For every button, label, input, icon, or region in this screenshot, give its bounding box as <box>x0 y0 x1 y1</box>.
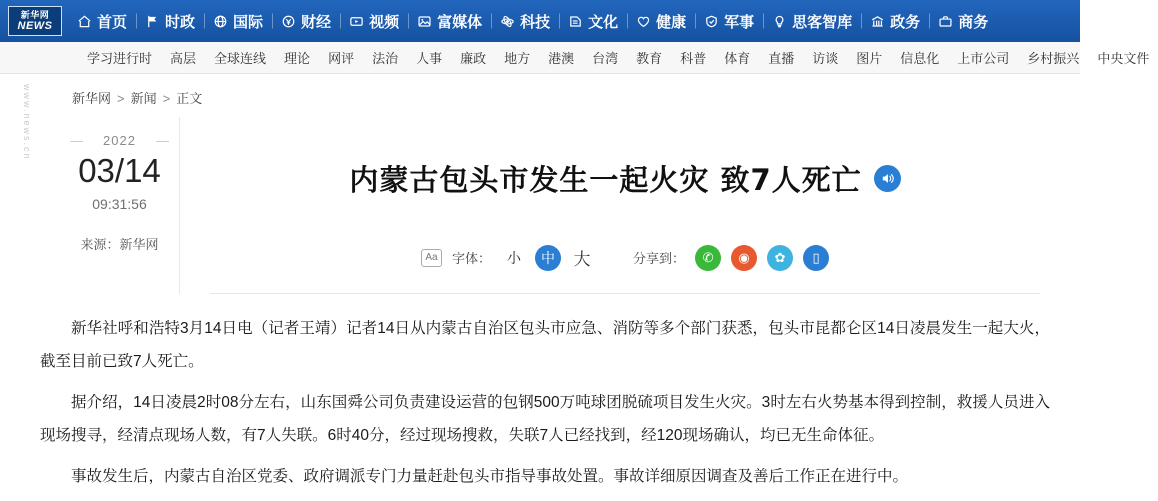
subnav-item-11[interactable]: 台湾 <box>592 51 619 66</box>
subnav-item-19[interactable]: 上市公司 <box>957 51 1010 66</box>
subnav-item-13[interactable]: 科普 <box>680 51 707 66</box>
subnav-item-4[interactable]: 理论 <box>284 51 311 66</box>
nav-item-label: 视频 <box>369 13 400 31</box>
nav-item-label: 思客智库 <box>792 13 853 31</box>
share-label: 分享到： <box>633 251 686 267</box>
font-size-option-3[interactable]: 大 <box>573 250 591 270</box>
nav-item-13[interactable] <box>929 0 997 42</box>
subnav-item-6[interactable]: 法治 <box>372 51 399 66</box>
font-size-option-2[interactable]: 中 <box>535 245 561 271</box>
font-size-label: 字体： <box>451 251 491 267</box>
article-meta-column <box>60 117 180 294</box>
breadcrumb-separator: > <box>117 91 125 106</box>
nav-item-4[interactable] <box>272 0 340 42</box>
flag-icon <box>145 14 160 29</box>
nav-item-7[interactable] <box>491 0 559 42</box>
breadcrumb-separator: > <box>162 91 171 106</box>
font-size-icon: Aa <box>421 249 442 267</box>
subnav-item-5[interactable]: 网评 <box>328 51 355 66</box>
mobile-icon[interactable]: ▯ <box>803 245 829 271</box>
nav-item-11[interactable] <box>763 0 861 42</box>
video-icon <box>349 14 364 29</box>
nav-item-1[interactable] <box>68 0 136 42</box>
article-toolbar <box>210 245 1040 271</box>
article-paragraph-2: 据介绍，14日凌晨2时08分左右，山东国舜公司负责建设运营的包钢500万吨球团脱硫项目发生火灾。3时左右火势基本得到控制，救援人员进入现场搜寻，经清点现场人数，有7人失联。6时40分，经过现场搜救，失联7人已经找到，经120现场确认，均已无生命体征。 <box>40 393 1050 444</box>
breadcrumb-item-1[interactable]: 新华网 <box>72 91 112 106</box>
sina-weibo-icon[interactable]: ◉ <box>731 245 757 271</box>
article-body <box>0 294 1080 493</box>
publish-date: 03/14 <box>78 152 161 189</box>
culture-icon <box>568 14 583 29</box>
subnav-item-8[interactable]: 廉政 <box>460 51 487 66</box>
speaker-icon[interactable] <box>874 165 901 192</box>
nav-item-label: 时政 <box>165 13 196 31</box>
subnav-item-12[interactable]: 教育 <box>636 51 663 66</box>
subnav-item-2[interactable]: 高层 <box>170 51 197 66</box>
military-icon <box>704 14 719 29</box>
nav-item-label: 商务 <box>958 13 989 31</box>
logo-cn-text: 新华网 <box>20 10 50 20</box>
xinhuanet-logo[interactable] <box>8 6 62 36</box>
nav-item-label: 富媒体 <box>437 13 483 31</box>
media-icon <box>417 14 432 29</box>
subnav-item-7[interactable]: 人事 <box>416 51 443 66</box>
top-nav-items <box>68 0 1080 42</box>
article-main <box>180 117 1040 294</box>
article-paragraph-3: 事故发生后，内蒙古自治区党委、政府调派专门力量赶赴包头市指导事故处置。事故详细原因调查及善后工作正在进行中。 <box>71 467 909 485</box>
subnav-item-17[interactable]: 图片 <box>856 51 883 66</box>
nav-item-label: 军事 <box>724 13 755 31</box>
headline-row <box>210 139 1040 219</box>
nav-item-label: 财经 <box>301 13 332 31</box>
subnav-item-9[interactable]: 地方 <box>504 51 531 66</box>
nav-item-label: 科技 <box>520 13 551 31</box>
subnav-item-1[interactable]: 学习进行时 <box>87 51 153 66</box>
nav-item-label: 国际 <box>233 13 264 31</box>
business-icon <box>938 14 953 29</box>
font-size-option-1[interactable]: 小 <box>507 249 521 266</box>
article-paragraph-1: 新华社呼和浩特3月14日电（记者王靖）记者14日从内蒙古自治区包头市应急、消防等多个部门获悉，包头市昆都仑区14日凌晨发生一起大火，截至目前已致7人死亡。 <box>40 319 1050 370</box>
article-source: 来源：新华网 <box>80 237 159 252</box>
article-container <box>0 107 1080 294</box>
subnav-item-16[interactable]: 访谈 <box>812 51 839 66</box>
health-icon <box>636 14 651 29</box>
share-icon-list <box>695 245 829 271</box>
globe-icon <box>213 14 228 29</box>
qzone-icon[interactable]: ✿ <box>767 245 793 271</box>
logo-en-text: NEWS <box>17 20 53 32</box>
nav-item-label: 首页 <box>97 13 128 31</box>
nav-item-6[interactable] <box>408 0 491 42</box>
nav-item-3[interactable] <box>204 0 272 42</box>
wechat-icon[interactable]: ✆ <box>695 245 721 271</box>
nav-item-label: 文化 <box>588 13 619 31</box>
nav-item-8[interactable] <box>559 0 627 42</box>
toolbar-divider <box>210 293 1040 294</box>
tech-icon <box>500 14 515 29</box>
coin-icon <box>281 14 296 29</box>
nav-item-9[interactable] <box>627 0 695 42</box>
nav-item-2[interactable] <box>136 0 204 42</box>
secondary-navigation-bar <box>0 42 1150 74</box>
subnav-item-10[interactable]: 港澳 <box>548 51 575 66</box>
page-title: 内蒙古包头市发生一起火灾 致7人死亡 <box>349 163 862 198</box>
subnav-item-14[interactable]: 体育 <box>724 51 751 66</box>
subnav-item-20[interactable]: 乡村振兴 <box>1027 51 1080 66</box>
home-icon <box>77 14 92 29</box>
breadcrumb-item-2[interactable]: 新闻 <box>130 91 157 106</box>
subnav-item-3[interactable]: 全球连线 <box>214 51 267 66</box>
nav-item-10[interactable] <box>695 0 763 42</box>
site-url-watermark: www.news.cn <box>22 84 32 161</box>
nav-item-5[interactable] <box>340 0 408 42</box>
publish-time: 09:31:56 <box>92 196 147 212</box>
subnav-item-15[interactable]: 直播 <box>768 51 795 66</box>
font-size-options <box>501 245 595 271</box>
nav-item-label: 健康 <box>656 13 687 31</box>
gov-icon <box>870 14 885 29</box>
thinktank-icon <box>772 14 787 29</box>
top-navigation-bar <box>0 0 1080 42</box>
nav-item-12[interactable] <box>861 0 929 42</box>
page-body <box>0 74 1080 501</box>
nav-item-label: 政务 <box>890 13 921 31</box>
breadcrumb <box>0 74 1080 107</box>
publish-year: 2022 <box>60 133 179 148</box>
breadcrumb-item-3: 正文 <box>176 91 203 106</box>
subnav-item-21[interactable]: 中央文件 <box>1097 51 1150 66</box>
subnav-item-18[interactable]: 信息化 <box>900 51 940 66</box>
